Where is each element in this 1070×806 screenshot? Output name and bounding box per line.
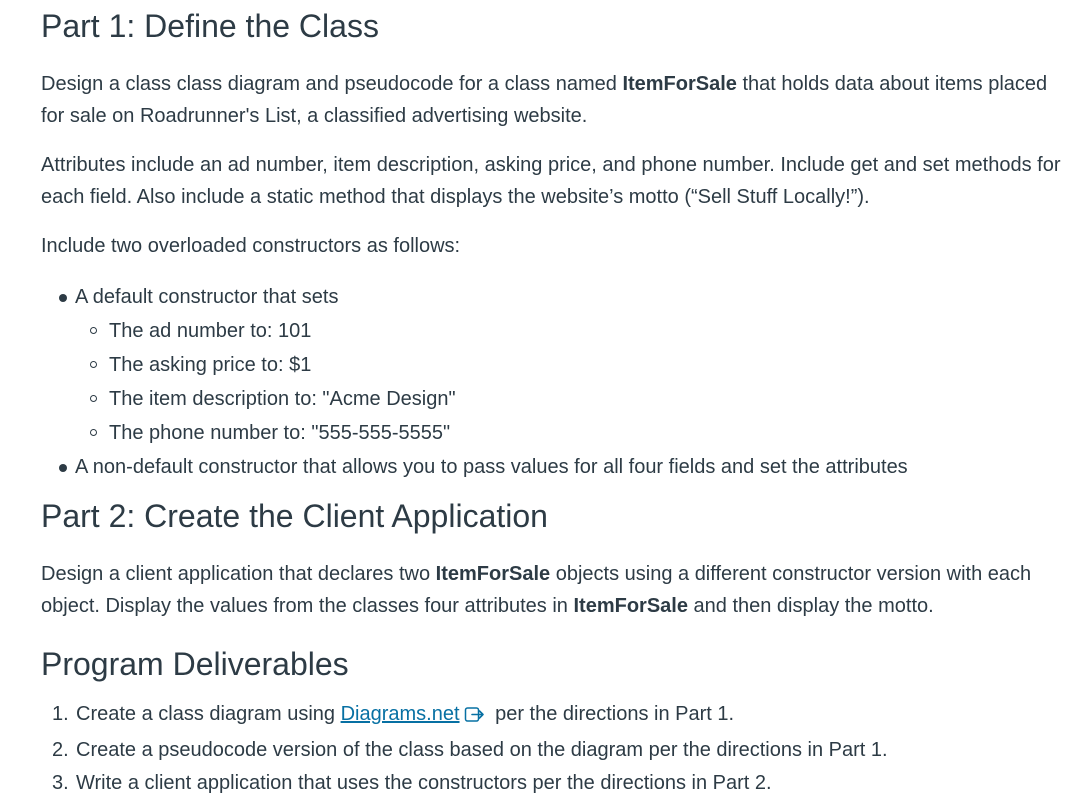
circle-bullet-icon	[90, 395, 97, 402]
part1-heading: Part 1: Define the Class	[41, 8, 379, 44]
bullet-icon	[59, 464, 67, 472]
part2-text: Design a client application that declares two	[41, 563, 436, 585]
class-name-bold: ItemForSale	[573, 595, 688, 617]
list-item	[75, 382, 1061, 416]
part2-paragraph	[41, 558, 1061, 622]
deliverable-text: Write a client application that uses the constructors per the directions in Part 2.	[76, 772, 772, 794]
nondefault-constructor-text: A non-default constructor that allows you to pass values for all four fields and set the attributes	[75, 456, 908, 478]
deliverable-text: Create a class diagram using	[76, 703, 341, 725]
list-item	[75, 416, 1061, 450]
class-name-bold: ItemForSale	[435, 563, 551, 585]
default-constructor-text: A default constructor that sets	[75, 286, 339, 308]
class-name-bold: ItemForSale	[622, 73, 737, 95]
list-item	[41, 280, 1061, 450]
diagrams-net-link[interactable]: Diagrams.net	[340, 703, 460, 725]
part2-text: and then display the motto.	[687, 595, 934, 617]
attributes-paragraph: Attributes include an ad number, item description, asking price, and phone number. Include get and set methods for each field. Also include a static method that displays the website’s motto (“Sell Stuff Locally!”).	[41, 154, 1061, 208]
list-item	[41, 450, 1061, 484]
external-link-icon[interactable]	[464, 701, 486, 734]
list-item	[41, 734, 1061, 767]
constructors-paragraph: Include two overloaded constructors as follows:	[41, 235, 461, 257]
list-number: 3.	[52, 772, 69, 794]
default-item-description: The item description to: "Acme Design"	[109, 388, 456, 410]
deliverables-heading: Program Deliverables	[41, 646, 349, 682]
deliverables-list	[41, 698, 1061, 800]
deliverable-text: per the directions in Part 1.	[489, 703, 735, 725]
circle-bullet-icon	[90, 327, 97, 334]
part2-text: objects using a different constructor version with each object. Display the values from the classes four attributes in	[41, 563, 1032, 617]
list-number: 1.	[52, 703, 69, 725]
bullet-icon	[59, 294, 67, 302]
circle-bullet-icon	[90, 429, 97, 436]
part1-intro-text: Design a class class diagram and pseudocode for a class named	[41, 73, 623, 95]
default-asking-price: The asking price to: $1	[109, 354, 312, 376]
list-item	[75, 348, 1061, 382]
default-values-list	[75, 314, 1061, 450]
list-item	[41, 698, 1061, 734]
constructor-list	[41, 280, 1061, 484]
deliverable-text: Create a pseudocode version of the class based on the diagram per the directions in Part 1.	[76, 739, 888, 761]
list-number: 2.	[52, 739, 69, 761]
list-item	[41, 767, 1061, 800]
part1-intro-paragraph	[41, 68, 1061, 132]
part2-heading: Part 2: Create the Client Application	[41, 498, 548, 534]
circle-bullet-icon	[90, 361, 97, 368]
part1-intro-text-end: that holds data about items placed for sale on Roadrunner's List, a classified advertising website.	[41, 73, 1048, 127]
list-item	[75, 314, 1061, 348]
default-ad-number: The ad number to: 101	[109, 320, 312, 342]
default-phone-number: The phone number to: "555-555-5555"	[109, 422, 451, 444]
